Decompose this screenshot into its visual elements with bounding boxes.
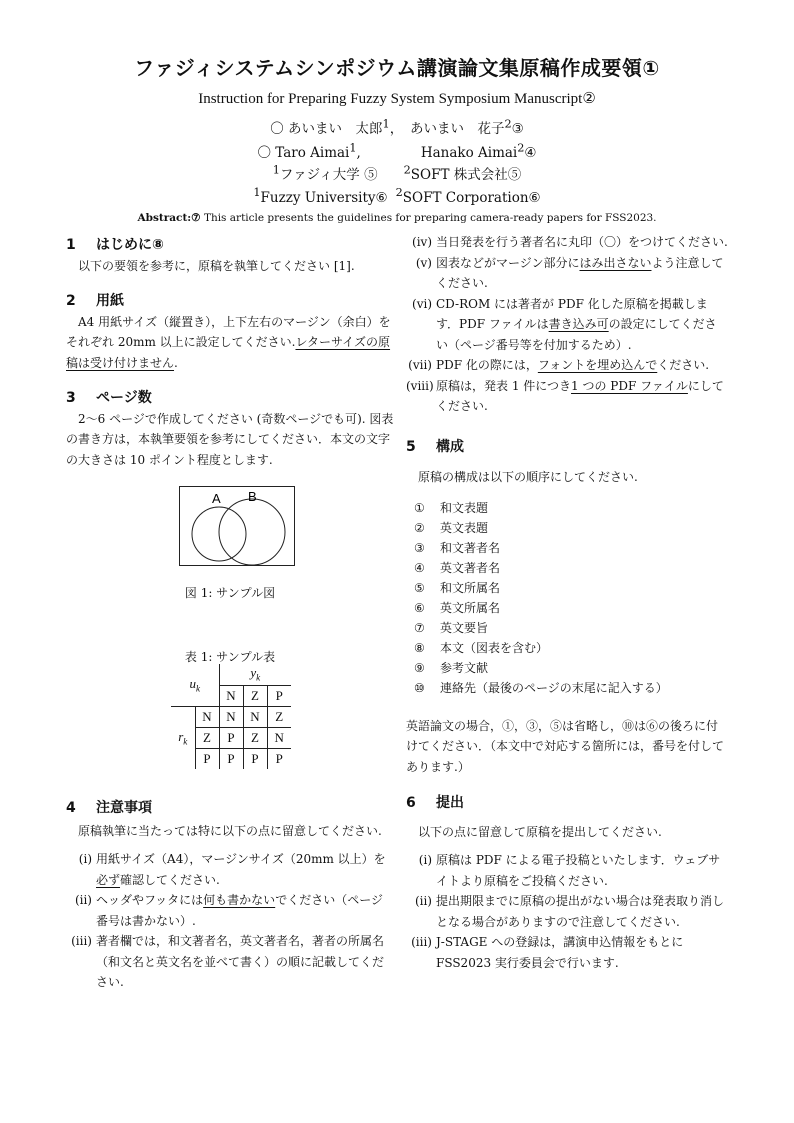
structure-list-item (414, 618, 728, 638)
section-2-text: A4 用紙サイズ（縦置き），上下左右のマージン（余白）をそれぞれ 20mm 以上に設定してください.レターサイズの原稿は受け付けません. (66, 314, 391, 370)
section-3-heading: 3 ページ数 (66, 390, 152, 406)
structure-list-item (414, 578, 728, 598)
list-item-text: 英文所属名 (440, 600, 501, 615)
set-a-label: A (212, 491, 221, 506)
structure-list-item (414, 678, 728, 698)
structure-list-item (414, 558, 728, 578)
affiliations-en: $^1$Fuzzy University⑥ $^2$SOFT Corporation⑥ (253, 186, 541, 206)
section-4-heading: 4 注意事項 (66, 800, 152, 816)
list-item-mark: ④ (414, 560, 425, 575)
figure-caption: 図 1: サンプル図 (184, 586, 276, 600)
set-b-circle (219, 499, 285, 565)
table-col-head: N (219, 685, 243, 706)
structure-list-item (414, 518, 728, 538)
table-cell: P (219, 727, 243, 748)
list-item-mark: ① (414, 500, 425, 515)
section-4-item-iv: (iv) 当日発表を行う著者名に丸印（〇）をつけてください. (412, 235, 728, 249)
structure-list-item (414, 538, 728, 558)
table-cell: Z (195, 727, 219, 748)
paper-title: ファジィシステムシンポジウム講演論文集原稿作成要領① (134, 56, 660, 80)
section-6-item-iii: (iii) J-STAGE への登録は，講演申込情報をもとに FSS2023 実行委員会で行います. (411, 935, 684, 970)
section-5-note: 英語論文の場合，①，③，⑤は省略し，⑩は⑥の後ろに付けてください．（本文中で対応する箇所には，番号を付してあります.） (406, 718, 725, 774)
table-cell: N (219, 706, 243, 727)
table-cell: Z (267, 706, 291, 727)
list-item-text: 英文著者名 (440, 560, 501, 575)
list-item-text: 連絡先（最後のページの末尾に記入する） (440, 680, 668, 695)
table-cell: P (195, 748, 219, 769)
table-cell: N (267, 727, 291, 748)
table-row-var-rk: $r_k$ (171, 706, 195, 769)
structure-list-item (414, 498, 728, 518)
section-4-item-v: (v) 図表などがマージン部分にはみ出さないよう注意してください. (415, 255, 724, 290)
table-cell: N (243, 706, 267, 727)
sample-table (171, 664, 291, 769)
table-cell: Z (243, 727, 267, 748)
section-4 (66, 798, 394, 993)
authors-jp: 〇 あいまい 太郎$^1$， あいまい 花子$^2$③ (270, 117, 524, 137)
list-item-text: 参考文献 (440, 660, 489, 675)
list-item-mark: ② (414, 520, 425, 535)
paper-subtitle: Instruction for Preparing Fuzzy System Symposium Manuscript② (198, 91, 596, 107)
section-4-item-vi: (vi) CD-ROM には著者が PDF 化した原稿を掲載します．PDF ファイルは書き込み可の設定にしてください（ページ番号等を付加するため）. (412, 296, 717, 352)
venn-diagram-figure (179, 486, 295, 566)
right-column (406, 232, 728, 973)
structure-list (406, 498, 728, 698)
section-4-item-iii: (iii) 著者欄では，和文著者名，英文著者名，著者の所属名（和文名と英文名を並べて書く）の順に記載してください. (71, 934, 385, 989)
section-6-intro: 以下の点に留意して原稿を提出してください. (418, 824, 662, 839)
list-item-mark: ⑦ (414, 620, 425, 635)
section-3-text: 2〜6 ページで作成してください (奇数ページでも可). 図表の書き方は，本執筆要領を参考にしてください．本文の文字の大きさは 10 ポイント程度とします. (66, 411, 394, 467)
authors-en: 〇 Taro Aimai$^1$, Hanako Aimai$^2$④ (257, 141, 537, 161)
table-col-head: P (267, 685, 291, 706)
table-cell: P (243, 748, 267, 769)
list-item-text: 本文（図表を含む） (440, 640, 549, 655)
table-corner-uk: $u_k$ (171, 664, 219, 706)
section-5-heading: 5 構成 (406, 438, 464, 455)
list-item-mark: ⑨ (414, 660, 425, 675)
list-item-mark: ⑧ (414, 640, 425, 655)
list-item-text: 英文要旨 (440, 620, 489, 635)
list-item-text: 英文表題 (440, 520, 489, 535)
list-item-text: 和文著者名 (440, 540, 501, 555)
section-4-item-i: (i) 用紙サイズ（A4），マージンサイズ（20mm 以上）を必ず確認してください. (78, 852, 386, 887)
list-item-text: 和文所属名 (440, 580, 501, 595)
section-4-item-viii: (viii) 原稿は，発表 1 件につき1 つの PDF ファイルにしてください. (406, 378, 724, 413)
table-col-head: Z (243, 685, 267, 706)
section-1-text: 以下の要領を参考に，原稿を執筆してください [1]. (78, 258, 355, 273)
section-5-intro: 原稿の構成は以下の順序にしてください. (418, 470, 638, 484)
section-4-item-vii: (vii) PDF 化の際には，フォントを埋め込んでください. (408, 358, 710, 372)
section-1-heading: 1 はじめに⑧ (66, 237, 164, 253)
section-6-item-i: (i) 原稿は PDF による電子投稿といたします．ウェブサイトより原稿をご投稿ください. (418, 853, 721, 888)
list-item-mark: ⑤ (414, 580, 425, 595)
table-cell: P (267, 748, 291, 769)
list-item-mark: ⑩ (414, 680, 425, 695)
section-6-heading: 6 提出 (406, 795, 464, 811)
table-caption: 表 1: サンプル表 (184, 650, 276, 664)
structure-list-item (414, 658, 728, 678)
table-cell: N (195, 706, 219, 727)
table-cell: P (219, 748, 243, 769)
list-item-mark: ⑥ (414, 600, 425, 615)
list-item-mark: ③ (414, 540, 425, 555)
set-b-label: B (248, 489, 257, 504)
structure-list-item (414, 638, 728, 658)
section-4-intro: 原稿執筆に当たっては特に以下の点に留意してください. (78, 823, 382, 838)
structure-list-item (414, 598, 728, 618)
list-item-text: 和文表題 (440, 500, 489, 515)
left-column (66, 232, 394, 470)
abstract: Abstract:⑦ This article presents the guidelines for preparing camera-ready papers for FSS2023. (137, 212, 657, 224)
table-header-yk: $y_k$ (219, 664, 291, 685)
section-6-item-ii: (ii) 提出期限までに原稿の提出がない場合は発表取り消しとなる場合がありますので注意してください. (414, 894, 725, 929)
section-2-heading: 2 用紙 (66, 293, 124, 309)
section-4-item-ii: (ii) ヘッダやフッタには何も書かないでください（ページ番号は書かない）. (74, 893, 383, 928)
affiliations-jp: $^1$ファジィ大学 ⑤ $^2$SOFT 株式会社⑤ (272, 163, 522, 183)
